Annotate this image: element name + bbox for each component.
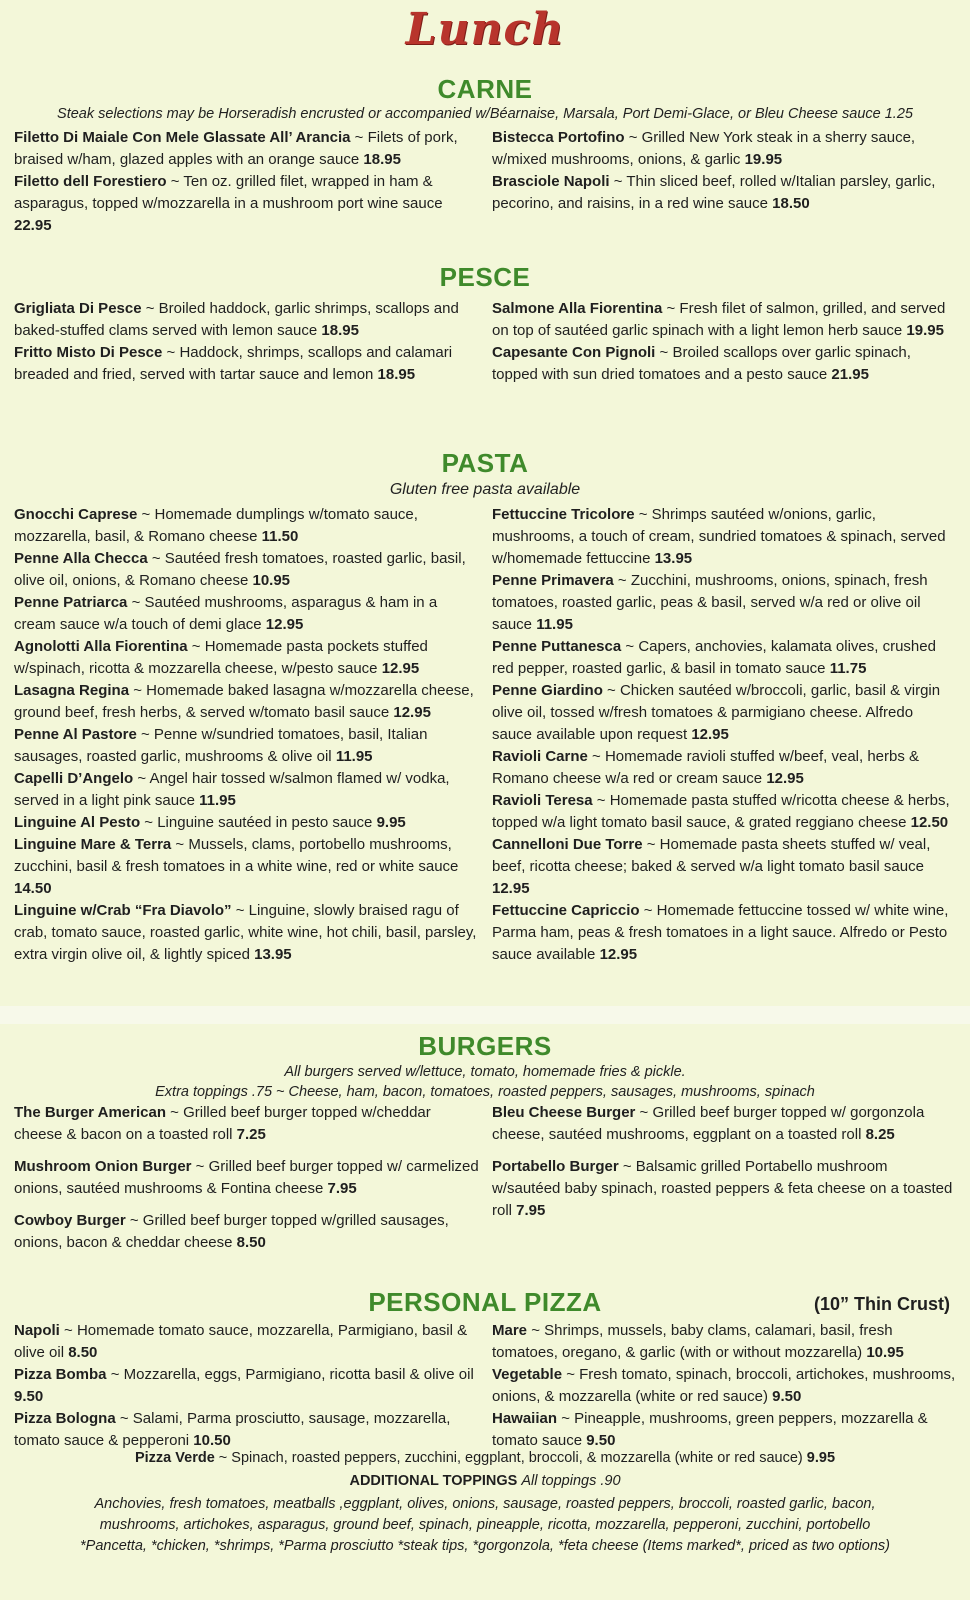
menu-item [14,1408,480,1452]
menu-item [492,746,956,790]
section-title-burgers: BURGERS [418,1031,552,1061]
item-price: 13.95 [254,946,292,963]
additional-toppings-header [0,1473,970,1489]
menu-item [492,1364,956,1408]
item-name: Penne Al Pastore [14,726,137,743]
item-name: Pizza Verde [134,1450,215,1466]
item-price: 10.95 [866,1344,904,1361]
item-name: Linguine w/Crab “Fra Diavolo” [14,902,232,919]
item-name: Napoli [14,1322,60,1339]
item-price: 11.95 [536,616,573,633]
item-price: 10.50 [193,1432,231,1449]
pizza-right-column [492,1320,956,1452]
menu-item [14,834,480,900]
item-name: Brasciole Napoli [492,173,610,190]
item-desc: ~ Shrimps, mussels, baby clams, calamari, basil, fresh tomatoes, oregano, & garlic (with or without mozzarella) [492,1322,893,1361]
item-name: Cannelloni Due Torre [492,836,643,853]
item-name: Pizza Bomba [14,1366,107,1383]
item-price: 9.50 [14,1388,44,1405]
menu-item [14,127,480,171]
carne-right-column [492,127,956,215]
item-desc: ~ Spinach, roasted peppers, zucchini, eggplant, broccoli, & mozzarella (white or red sauce) [214,1450,807,1466]
additional-toppings-label: ADDITIONAL TOPPINGS [349,1473,518,1489]
item-desc: ~ Fresh tomato, spinach, broccoli, artichokes, mushrooms, onions, & mozzarella (white or red sauce) [492,1366,956,1405]
item-price: 11.95 [199,792,236,809]
menu-item [14,171,480,237]
item-desc: ~ Homemade baked lasagna w/mozzarella cheese, ground beef, fresh herbs, & served w/tomato basil sauce [14,682,474,721]
item-desc: ~ Grilled beef burger topped w/ gorgonzola cheese, sautéed mushrooms, eggplant on a toasted roll [492,1104,925,1143]
item-desc: ~ Shrimps sautéed w/onions, garlic, mushrooms, a touch of cream, sundried tomatoes & spinach, served w/homemade fettuccine [492,506,946,567]
item-name: Penne Primavera [492,572,614,589]
item-name: Cowboy Burger [14,1212,126,1229]
item-price: 11.95 [335,748,373,765]
item-name: Grigliata Di Pesce [14,300,142,317]
item-name: Capelli D’Angelo [14,770,134,787]
item-desc: ~ Mussels, clams, portobello mushrooms, zucchini, basil & fresh tomatoes in a white wine, red or white sauce [14,836,459,875]
menu-item [492,1156,956,1222]
item-desc: ~ Linguine, slowly braised ragu of crab, tomato sauce, roasted garlic, white wine, hot chili, basil, parsley, extra virgin olive oil, & lightly spiced [14,902,477,963]
menu-item [14,504,480,548]
menu-item [14,592,480,636]
item-name: The Burger American [14,1104,166,1121]
item-name: Ravioli Carne [492,748,588,765]
item-price: 12.50 [910,814,949,831]
item-desc: ~ Fresh filet of salmon, grilled, and served on top of sautéed garlic spinach with a light lemon herb sauce [492,300,946,339]
fold-divider [0,1006,970,1024]
item-price: 11.50 [261,528,299,545]
menu-item [14,724,480,768]
menu-item [492,900,956,966]
item-desc: ~ Grilled New York steak in a sherry sauce, w/mixed mushrooms, onions, & garlic [492,129,916,168]
item-desc: ~ Zucchini, mushrooms, onions, spinach, fresh tomatoes, roasted garlic, peas & basil, served w/a red or olive oil sauce [492,572,928,633]
menu-item [14,900,480,966]
item-desc: ~ Linguine sautéed in pesto sauce [140,814,377,831]
item-name: Lasagna Regina [14,682,130,699]
item-name: Ravioli Teresa [492,792,593,809]
item-desc: ~ Penne w/sundried tomatoes, basil, Italian sausages, roasted garlic, mushrooms & olive oil [14,726,428,765]
item-price: 8.50 [68,1344,98,1361]
menu-item [492,1408,956,1452]
pasta-right-column [492,504,956,966]
item-name: Portabello Burger [492,1158,619,1175]
item-desc: ~ Mozzarella, eggs, Parmigiano, ricotta basil & olive oil [106,1366,474,1383]
item-name: Filetto Di Maiale Con Mele Glassate All’ Arancia [14,129,351,146]
item-price: 14.50 [14,880,52,897]
item-name: Penne Giardino [492,682,603,699]
menu-item [492,636,956,680]
carne-note: Steak selections may be Horseradish encrusted or accompanied w/Béarnaise, Marsala, Port Demi-Glace, or Bleu Cheese sauce 1.25 [57,106,913,122]
item-name: Penne Patriarca [14,594,128,611]
item-price: 7.25 [236,1126,266,1143]
item-desc: ~ Homemade ravioli stuffed w/beef, veal, herbs & Romano cheese w/a red or cream sauce [492,748,920,787]
item-price: 12.95 [492,880,530,897]
item-desc: ~ Homemade tomato sauce, mozzarella, Parmigiano, basil & olive oil [14,1322,468,1361]
lunch-heading: Lunch [405,4,565,55]
item-desc: ~ Homemade dumplings w/tomato sauce, mozzarella, basil, & Romano cheese [14,506,418,545]
item-desc: ~ Broiled haddock, garlic shrimps, scallops and baked-stuffed clams served with lemon sauce [14,300,459,339]
menu-item [14,768,480,812]
item-desc: ~ Grilled beef burger topped w/cheddar cheese & bacon on a toasted roll [14,1104,431,1143]
item-price: 18.50 [772,195,810,212]
item-name: Penne Alla Checca [14,550,148,567]
item-price: 12.95 [381,660,420,677]
item-price: 9.95 [806,1450,836,1466]
item-name: Linguine Al Pesto [14,814,141,831]
item-price: 18.95 [377,366,416,383]
menu-item [492,570,956,636]
burgers-extra-toppings: Extra toppings .75 ~ Cheese, ham, bacon, tomatoes, roasted peppers, sausages, mushrooms, spinach [155,1084,815,1100]
item-name: Mushroom Onion Burger [14,1158,192,1175]
item-name: Vegetable [492,1366,563,1383]
item-name: Pizza Bologna [14,1410,116,1427]
menu-item [14,636,480,680]
pizza-left-column [14,1320,480,1452]
toppings-line: *Pancetta, *chicken, *shrimps, *Parma prosciutto *steak tips, *gorgonzola, *feta cheese (Items marked*, priced as two options) [80,1538,890,1554]
menu-item [492,127,956,171]
menu-item [14,812,480,834]
item-price: 11.75 [829,660,867,677]
carne-left-column [14,127,480,237]
toppings-line: mushrooms, artichokes, asparagus, ground beef, spinach, pineapple, ricotta, mozzarella, pepperoni, zucchini, portobello [99,1517,871,1533]
item-name: Hawaiian [492,1410,558,1427]
item-price: 8.50 [236,1234,266,1251]
item-desc: ~ Homemade fettuccine tossed w/ white wine, Parma ham, peas & fresh tomatoes in a light sauce. Alfredo or Pesto sauce available [492,902,949,963]
menu-item [492,790,956,834]
item-price: 12.95 [393,704,431,721]
section-title-carne: CARNE [437,74,533,104]
item-name: Mare [492,1322,528,1339]
menu-item [492,171,956,215]
toppings-line: Anchovies, fresh tomatoes, meatballs ,eggplant, olives, onions, sausage, roasted peppers, broccoli, roasted garlic, bacon, [94,1496,876,1512]
pizza-crust-note: (10” Thin Crust) [813,1294,950,1314]
menu-item [14,298,480,342]
menu-item [492,834,956,900]
item-desc: ~ Pineapple, mushrooms, green peppers, mozzarella & tomato sauce [492,1410,928,1449]
menu-item [492,342,956,386]
item-desc: ~ Homemade pasta pockets stuffed w/spinach, ricotta & mozzarella cheese, w/pesto sauce [14,638,428,677]
item-name: Salmone Alla Fiorentina [492,300,663,317]
item-price: 12.95 [766,770,804,787]
menu-item [492,298,956,342]
item-desc: ~ Grilled beef burger topped w/ carmelized onions, sautéed mushrooms & Fontina cheese [14,1158,479,1197]
item-price: 22.95 [14,217,52,234]
item-desc: ~ Grilled beef burger topped w/grilled sausages, onions, bacon & cheddar cheese [14,1212,449,1251]
section-title-pasta: PASTA [441,448,529,478]
section-title-pizza: PERSONAL PIZZA [368,1287,602,1317]
item-price: 9.95 [376,814,406,831]
item-desc: ~ Sautéed mushrooms, asparagus & ham in a cream sauce w/a touch of demi glace [14,594,438,633]
item-desc: ~ Broiled scallops over garlic spinach, topped with sun dried tomatoes and a pesto sauce [492,344,911,383]
menu-item [14,1320,480,1364]
menu-item [492,504,956,570]
item-price: 18.95 [321,322,359,339]
item-name: Bleu Cheese Burger [492,1104,636,1121]
menu-item [14,1364,480,1408]
item-desc: ~ Homemade pasta sheets stuffed w/ veal, beef, ricotta cheese; baked & served w/a light tomato basil sauce [492,836,931,875]
item-price: 13.95 [654,550,693,567]
pesce-left-column [14,298,480,386]
pasta-left-column [14,504,480,966]
menu-item [14,680,480,724]
item-price: 7.95 [327,1180,357,1197]
item-desc: ~ Capers, anchovies, kalamata olives, crushed red pepper, roasted garlic, & basil in tomato sauce [492,638,936,677]
item-price: 12.95 [265,616,304,633]
item-desc: ~ Chicken sautéed w/broccoli, garlic, basil & virgin olive oil, tossed w/fresh tomatoes & parmigiano cheese. Alfredo sauce available upon request [492,682,941,743]
item-price: 9.50 [772,1388,802,1405]
section-title-pesce: PESCE [439,262,531,292]
item-price: 8.25 [865,1126,895,1143]
item-price: 9.50 [586,1432,616,1449]
item-name: Linguine Mare & Terra [14,836,172,853]
item-price: 18.95 [363,151,401,168]
item-price: 12.95 [691,726,729,743]
item-name: Filetto dell Forestiero [14,173,167,190]
item-price: 10.95 [252,572,291,589]
pesce-right-column [492,298,956,386]
menu-item [14,1102,480,1146]
item-name: Bistecca Portofino [492,129,625,146]
menu-item [14,1210,480,1254]
burgers-note: All burgers served w/lettuce, tomato, homemade fries & pickle. [284,1064,686,1080]
item-price: 12.95 [599,946,638,963]
burgers-right-column [492,1102,956,1222]
pizza-verde-item [0,1450,970,1466]
item-desc: ~ Sautéed fresh tomatoes, roasted garlic, basil, olive oil, onions, & Romano cheese [14,550,466,589]
item-desc: ~ Homemade pasta stuffed w/ricotta cheese & herbs, topped w/a light tomato basil sauce, & grated reggiano cheese [492,792,950,831]
item-name: Agnolotti Alla Fiorentina [14,638,188,655]
menu-item [492,1102,956,1146]
item-name: Fettuccine Tricolore [492,506,635,523]
item-desc: ~ Thin sliced beef, rolled w/Italian parsley, garlic, pecorino, and raisins, in a red wine sauce [492,173,936,212]
item-price: 19.95 [906,322,944,339]
item-desc: ~ Salami, Parma prosciutto, sausage, mozzarella, tomato sauce & pepperoni [14,1410,451,1449]
item-name: Gnocchi Caprese [14,506,138,523]
item-desc: ~ Filets of pork, braised w/ham, glazed apples with an orange sauce [14,129,458,168]
item-name: Fettuccine Capriccio [492,902,640,919]
burgers-left-column [14,1102,480,1254]
menu-item [14,1156,480,1200]
item-desc: ~ Haddock, shrimps, scallops and calamari breaded and fried, served with tartar sauce and lemon [14,344,453,383]
menu-item [492,1320,956,1364]
item-desc: ~ Ten oz. grilled filet, wrapped in ham & asparagus, topped w/mozzarella in a mushroom port wine sauce [14,173,443,212]
item-name: Penne Puttanesca [492,638,622,655]
menu-item [14,342,480,386]
menu-item [492,680,956,746]
item-price: 19.95 [744,151,783,168]
item-name: Fritto Misto Di Pesce [14,344,163,361]
item-name: Capesante Con Pignoli [492,344,656,361]
item-price: 7.95 [516,1202,546,1219]
menu-item [14,548,480,592]
item-desc: ~ Angel hair tossed w/salmon flamed w/ vodka, served in a light pink sauce [14,770,450,809]
additional-toppings-price: All toppings .90 [521,1473,621,1489]
pasta-note: Gluten free pasta available [389,481,581,498]
item-price: 21.95 [831,366,869,383]
item-desc: ~ Balsamic grilled Portabello mushroom w/sautéed baby spinach, roasted peppers & feta cheese on a toasted roll [492,1158,953,1219]
toppings-list [20,1494,950,1557]
